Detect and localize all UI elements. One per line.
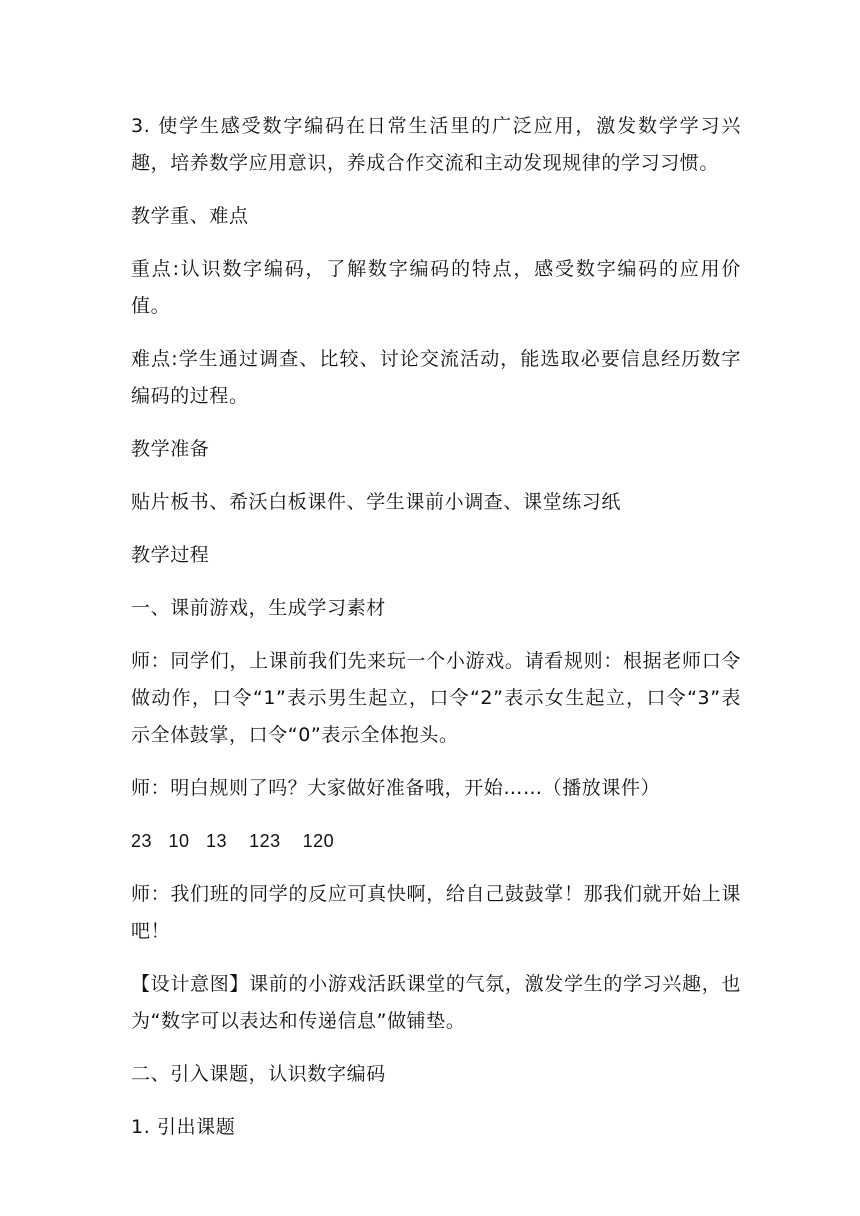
teacher-rules-paragraph: 师：同学们，上课前我们先来玩一个小游戏。请看规则：根据老师口令做动作，口令“1”表示男生起立，口令“2”表示女生起立，口令“3”表示全体鼓掌，口令“0”表示全体抱头。 xyxy=(131,650,741,746)
teacher-start-paragraph: 师：明白规则了吗？大家做好准备哦，开始……（播放课件） xyxy=(131,777,661,799)
key-points-heading: 教学重、难点 xyxy=(131,205,249,227)
preparation-heading: 教学准备 xyxy=(131,438,210,460)
subsection-1-heading: 1. 引出课题 xyxy=(131,1116,236,1138)
document-body xyxy=(131,108,741,1162)
section-2-heading: 二、引入课题，认识数字编码 xyxy=(131,1063,386,1085)
game-numbers-line: 23 10 13 123 120 xyxy=(131,831,335,851)
preparation-materials: 贴片板书、希沃白板课件、学生课前小调查、课堂练习纸 xyxy=(131,491,622,513)
difficulty-paragraph: 难点:学生通过调查、比较、讨论交流活动，能选取必要信息经历数字编码的过程。 xyxy=(131,348,741,407)
section-1-heading: 一、课前游戏，生成学习素材 xyxy=(131,597,386,619)
design-intent-paragraph: 【设计意图】课前的小游戏活跃课堂的气氛，激发学生的学习兴趣，也为“数字可以表达和传递信息”做铺垫。 xyxy=(131,973,741,1032)
teacher-praise-paragraph: 师：我们班的同学的反应可真快啊，给自己鼓鼓掌！那我们就开始上课吧！ xyxy=(131,883,741,942)
process-heading: 教学过程 xyxy=(131,544,210,566)
objective-3-paragraph: 3. 使学生感受数字编码在日常生活里的广泛应用，激发数学学习兴趣，培养数学应用意识，养成合作交流和主动发现规律的学习习惯。 xyxy=(131,115,741,174)
key-point-paragraph: 重点:认识数字编码，了解数字编码的特点，感受数字编码的应用价值。 xyxy=(131,258,741,317)
